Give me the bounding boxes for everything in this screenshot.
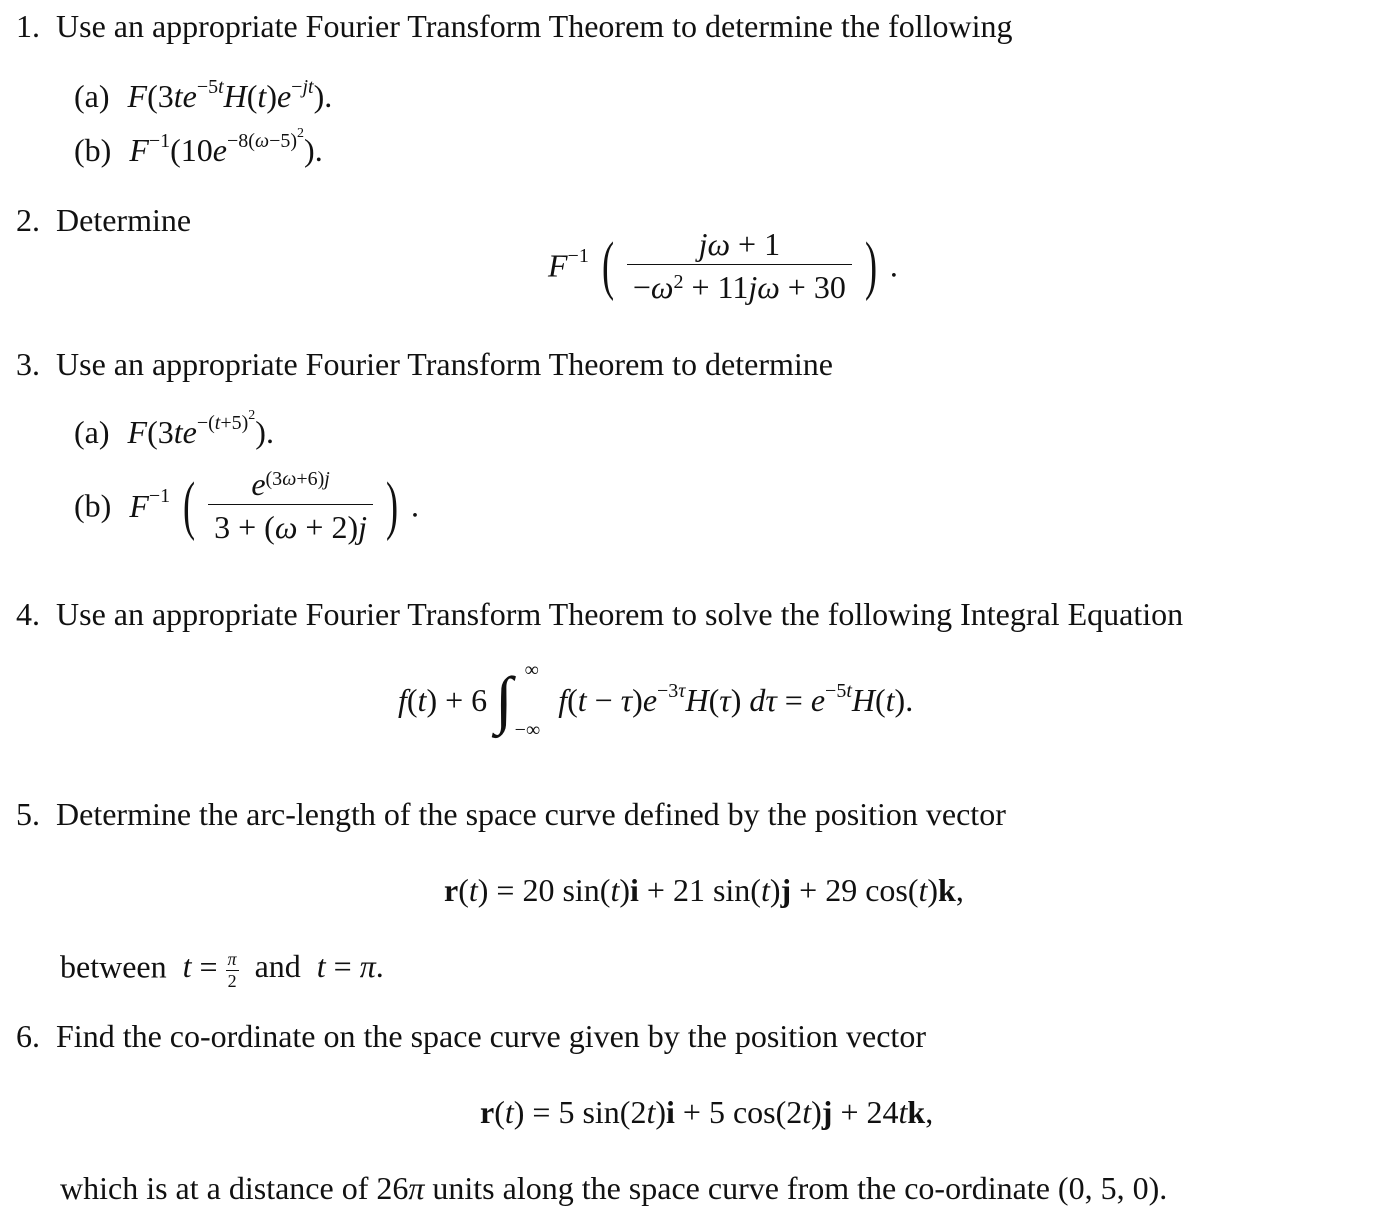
fraction: $\frac{e^{(3\omega+6)j}}{3 + (\omega + 2)j}$: [208, 468, 373, 543]
part-label: (b): [74, 487, 112, 524]
question-1b: [74, 126, 323, 168]
question-5: [16, 798, 1006, 830]
question-number: 4.: [16, 596, 40, 632]
question-text: Use an appropriate Fourier Transform Theorem to solve the following Integral Equation: [56, 596, 1184, 632]
question-3a: [74, 408, 274, 450]
part-label: (a): [74, 78, 110, 114]
question-6-tail: which is at a distance of 26π units along the space curve from the co-ordinate (0, 5, 0).: [60, 1170, 1168, 1206]
math-expression: $F(3te^{-(t+5)^2})$.: [127, 408, 274, 450]
question-text: Determine the arc-length of the space curve defined by the position vector: [56, 796, 1006, 832]
question-1a: [74, 76, 333, 114]
question-number: 3.: [16, 346, 40, 382]
question-2-expression: $F^{-1}$ ( $\frac{j\omega + 1}{-\omega^2 + 11j\omega + 30}$ ) .: [548, 226, 898, 305]
part-label: (a): [74, 414, 110, 450]
question-text: Determine: [56, 202, 192, 238]
question-text: Use an appropriate Fourier Transform Theorem to determine the following: [56, 8, 1013, 44]
fraction: $\frac{j\omega + 1}{-\omega^2 + 11j\omega + 30}$: [627, 228, 852, 303]
pi-over-two: $\frac{\pi}{2}$: [227, 949, 237, 991]
integral-sign: ∫: [495, 664, 513, 735]
question-text: Use an appropriate Fourier Transform Theorem to determine: [56, 346, 833, 382]
question-1: [16, 10, 1013, 42]
question-number: 5.: [16, 796, 40, 832]
integral-equation: f(t) + 6 ∫ ∞ −∞ $f(t - \tau)e^{-3\tau}H(\tau)$ $d\tau = e^{-5t}H(t)$.: [398, 659, 914, 741]
question-number: 1.: [16, 8, 40, 44]
math-expression: $F(3te^{-5t}H(t)e^{-jt})$.: [127, 76, 333, 114]
question-number: 2.: [16, 202, 40, 238]
part-label: (b): [74, 132, 112, 168]
question-3b: (b) $F^{-1}$ ( $\frac{e^{(3\omega+6)j}}{3 + (\omega + 2)j}$ ) .: [74, 466, 419, 545]
position-vector-1: r(t) = 20 sin(t)i + 21 sin(t)j + 29 cos(t)k,: [444, 872, 964, 908]
question-3: [16, 348, 833, 380]
question-4: [16, 598, 1183, 630]
math-expression: $F^{-1}(10e^{-8(\omega-5)^2})$.: [129, 126, 323, 168]
question-6: [16, 1020, 926, 1052]
question-2: [16, 204, 191, 236]
interval-line: between t = $\frac{\pi}{2}$ and t = π.: [60, 948, 384, 991]
question-number: 6.: [16, 1018, 40, 1054]
question-text: Find the co-ordinate on the space curve given by the position vector: [56, 1018, 926, 1054]
position-vector-2: r(t) = 5 sin(2t)i + 5 cos(2t)j + 24tk,: [480, 1094, 934, 1130]
